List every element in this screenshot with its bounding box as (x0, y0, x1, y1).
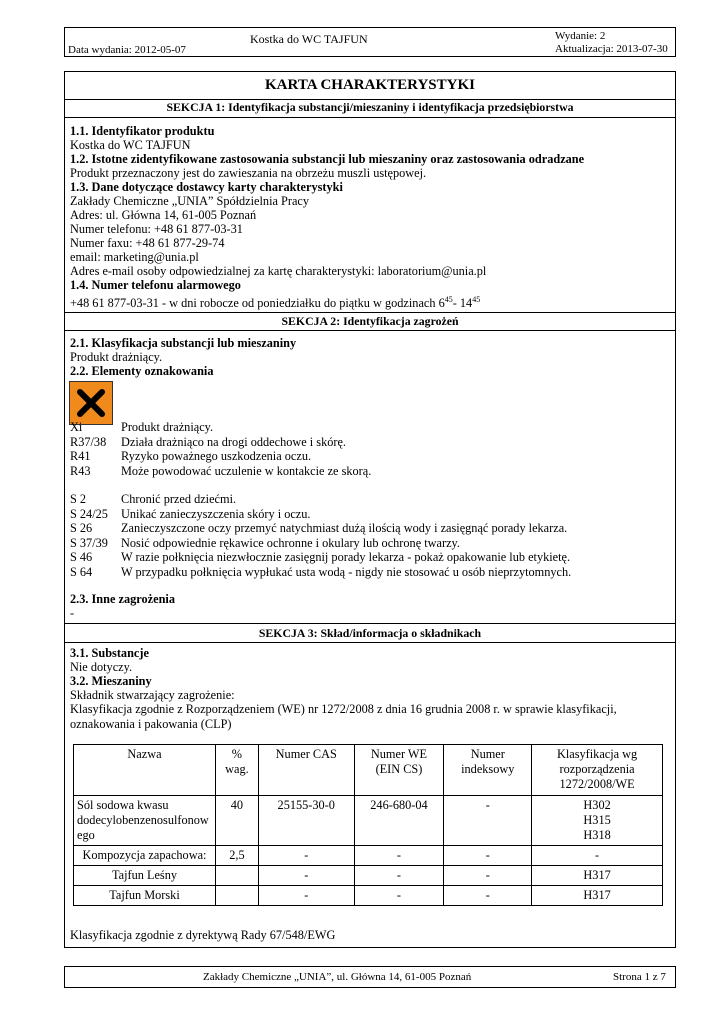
subsection-3-2: 3.2. Mieszaniny (70, 674, 152, 688)
footer-address: Zakłady Chemiczne „UNIA”, ul. Główna 14, 61-005 Poznań (203, 971, 472, 983)
classification-text: Produkt drażniący. (70, 350, 163, 364)
section3-heading: SEKCJA 3: Skład/informacja o składnikach (65, 623, 675, 643)
s-phrase-text: Nosić odpowiednie rękawice ochronne i okulary lub ochronę twarzy. (121, 535, 460, 550)
s-phrase-code: S 46 (70, 550, 93, 564)
table-cell (215, 886, 258, 906)
hazardous-component-label: Składnik stwarzający zagrożenie: (70, 688, 235, 702)
r-phrase-text: Ryzyko poważnego uszkodzenia oczu. (121, 449, 312, 463)
subsection-1-1: 1.1. Identyfikator produktu (70, 124, 215, 138)
product-use: Produkt przeznaczony jest do zawieszania na obrzeżu muszli ustępowej. (70, 166, 427, 180)
table-cell: 246-680-04 (354, 796, 444, 846)
subsection-1-3: 1.3. Dane dotyczące dostawcy karty charakterystyki (70, 180, 343, 194)
column-header: Numer CAS (258, 745, 354, 796)
r-phrase-code: Xi (70, 420, 83, 434)
subsection-1-2: 1.2. Istotne zidentyfikowane zastosowania substancji lub mieszaniny oraz zastosowania odradzane (70, 152, 585, 166)
header-issue-date: Data wydania: 2012-05-07 (68, 44, 186, 56)
supplier-email: email: marketing@unia.pl (70, 250, 199, 264)
r-phrase-code: R43 (70, 463, 91, 478)
table-cell: - (258, 866, 354, 886)
table-cell: H317 (532, 886, 663, 906)
composition-table (73, 744, 663, 906)
table-cell: - (354, 846, 444, 866)
table-cell: 2,5 (215, 846, 258, 866)
table-row (74, 846, 663, 866)
emergency-mid: - 14 (452, 296, 473, 311)
subsection-2-2: 2.2. Elementy oznakowania (70, 364, 214, 378)
product-identifier: Kostka do WC TAJFUN (70, 138, 191, 152)
table-cell: - (532, 846, 663, 866)
table-cell: - (354, 886, 444, 906)
supplier-address: Adres: ul. Główna 14, 61-005 Poznań (70, 208, 257, 222)
s-phrase-code: S 64 (70, 564, 93, 579)
s-phrase-text: W przypadku połknięcia wypłukać usta wodą - nigdy nie stosować u osób nieprzytomnych. (121, 564, 572, 579)
table-cell: - (258, 846, 354, 866)
column-header: Klasyfikacja wg rozporządzenia 1272/2008/WE (532, 745, 663, 796)
other-hazards: - (70, 606, 75, 620)
r-phrase-text: Może powodować uczulenie w kontakcie ze skorą. (121, 463, 372, 478)
section1-heading: SEKCJA 1: Identyfikacja substancji/mieszaniny i identyfikacja przedsiębiorstwa (65, 99, 675, 118)
supplier-fax: Numer faxu: +48 61 877-29-74 (70, 236, 225, 250)
table-row (74, 866, 663, 886)
table-cell: H317 (532, 866, 663, 886)
table-cell: 25155-30-0 (258, 796, 354, 846)
header-product: Kostka do WC TAJFUN (250, 32, 368, 46)
responsible-email: Adres e-mail osoby odpowiedzialnej za kartę charakterystyki: laboratorium@unia.pl (70, 264, 487, 278)
table-cell: - (444, 846, 532, 866)
column-header: % wag. (215, 745, 258, 796)
section2-heading: SEKCJA 2: Identyfikacja zagrożeń (65, 312, 675, 331)
composition-header-row (74, 745, 663, 796)
subsection-3-1: 3.1. Substancje (70, 646, 149, 660)
table-cell: - (258, 886, 354, 906)
s-phrase-code: S 2 (70, 492, 87, 506)
clp-line-1: Klasyfikacja zgodnie z Rozporządzeniem (WE) nr 1272/2008 z dnia 16 grudnia 2008 r. w sprawie klasyfikacji, (70, 702, 617, 716)
header-edition: Wydanie: 2 (555, 30, 606, 42)
supplier-phone: Numer telefonu: +48 61 877-03-31 (70, 222, 243, 236)
page-footer (64, 966, 676, 988)
emergency-phone (70, 293, 480, 310)
s-phrase-text: Unikać zanieczyszczenia skóry i oczu. (121, 506, 311, 521)
column-header: Nazwa (74, 745, 216, 796)
document-header (64, 27, 676, 57)
ewg-classification: Klasyfikacja zgodnie z dyrektywą Rady 67/548/EWG (70, 928, 336, 942)
table-cell: 40 (215, 796, 258, 846)
table-cell: - (354, 866, 444, 886)
subsection-2-3: 2.3. Inne zagrożenia (70, 592, 175, 606)
header-update-date: Aktualizacja: 2013-07-30 (555, 43, 668, 55)
emergency-text: +48 61 877-03-31 - w dni robocze od poniedziałku do piątku w godzinach 6 (70, 296, 445, 311)
s-phrase-text: W razie połknięcia niezwłocznie zasięgnij porady lekarza - pokaż opakowanie lub etykietę. (121, 550, 571, 564)
table-cell: Kompozycja zapachowa: (74, 846, 216, 866)
substances-text: Nie dotyczy. (70, 660, 133, 674)
document-body (64, 71, 676, 948)
footer-page-number: Strona 1 z 7 (613, 971, 666, 983)
table-row (74, 886, 663, 906)
r-phrase-text: Działa drażniąco na drogi oddechowe i skórę. (121, 434, 347, 449)
table-cell: - (444, 796, 532, 846)
table-cell: H302 H315 H318 (532, 796, 663, 846)
emergency-sup-end: 45 (472, 295, 481, 304)
r-phrase-code: R37/38 (70, 434, 107, 449)
s-phrase-text: Chronić przed dziećmi. (121, 492, 237, 506)
column-header: Numer indeksowy (444, 745, 532, 796)
clp-line-2: oznakowania i pakowania (CLP) (70, 717, 232, 731)
s-phrase-code: S 24/25 (70, 506, 108, 521)
emergency-sup-start: 45 (444, 295, 453, 304)
table-cell (215, 866, 258, 886)
s-phrase-code: S 26 (70, 521, 93, 535)
table-cell: Tajfun Morski (74, 886, 216, 906)
table-cell: - (444, 866, 532, 886)
column-header: Numer WE (EIN CS) (354, 745, 444, 796)
irritant-hazard-icon (69, 381, 113, 425)
r-phrase-code: R41 (70, 449, 91, 463)
table-cell: Tajfun Leśny (74, 866, 216, 886)
r-phrase-text: Produkt drażniący. (121, 420, 214, 434)
s-phrase-text: Zanieczyszczone oczy przemyć natychmiast dużą ilością wody i zasięgnąć porady lekarza. (121, 521, 568, 535)
subsection-2-1: 2.1. Klasyfikacja substancji lub mieszaniny (70, 336, 297, 350)
table-cell: Sól sodowa kwasu dodecylobenzenosulfonow ego (74, 796, 216, 846)
table-cell: - (444, 886, 532, 906)
supplier-name: Zakłady Chemiczne „UNIA” Spółdzielnia Pracy (70, 194, 310, 208)
table-row (74, 796, 663, 846)
s-phrase-code: S 37/39 (70, 535, 108, 550)
page-title: KARTA CHARAKTERYSTYKI (65, 72, 675, 100)
subsection-1-4: 1.4. Numer telefonu alarmowego (70, 278, 241, 292)
